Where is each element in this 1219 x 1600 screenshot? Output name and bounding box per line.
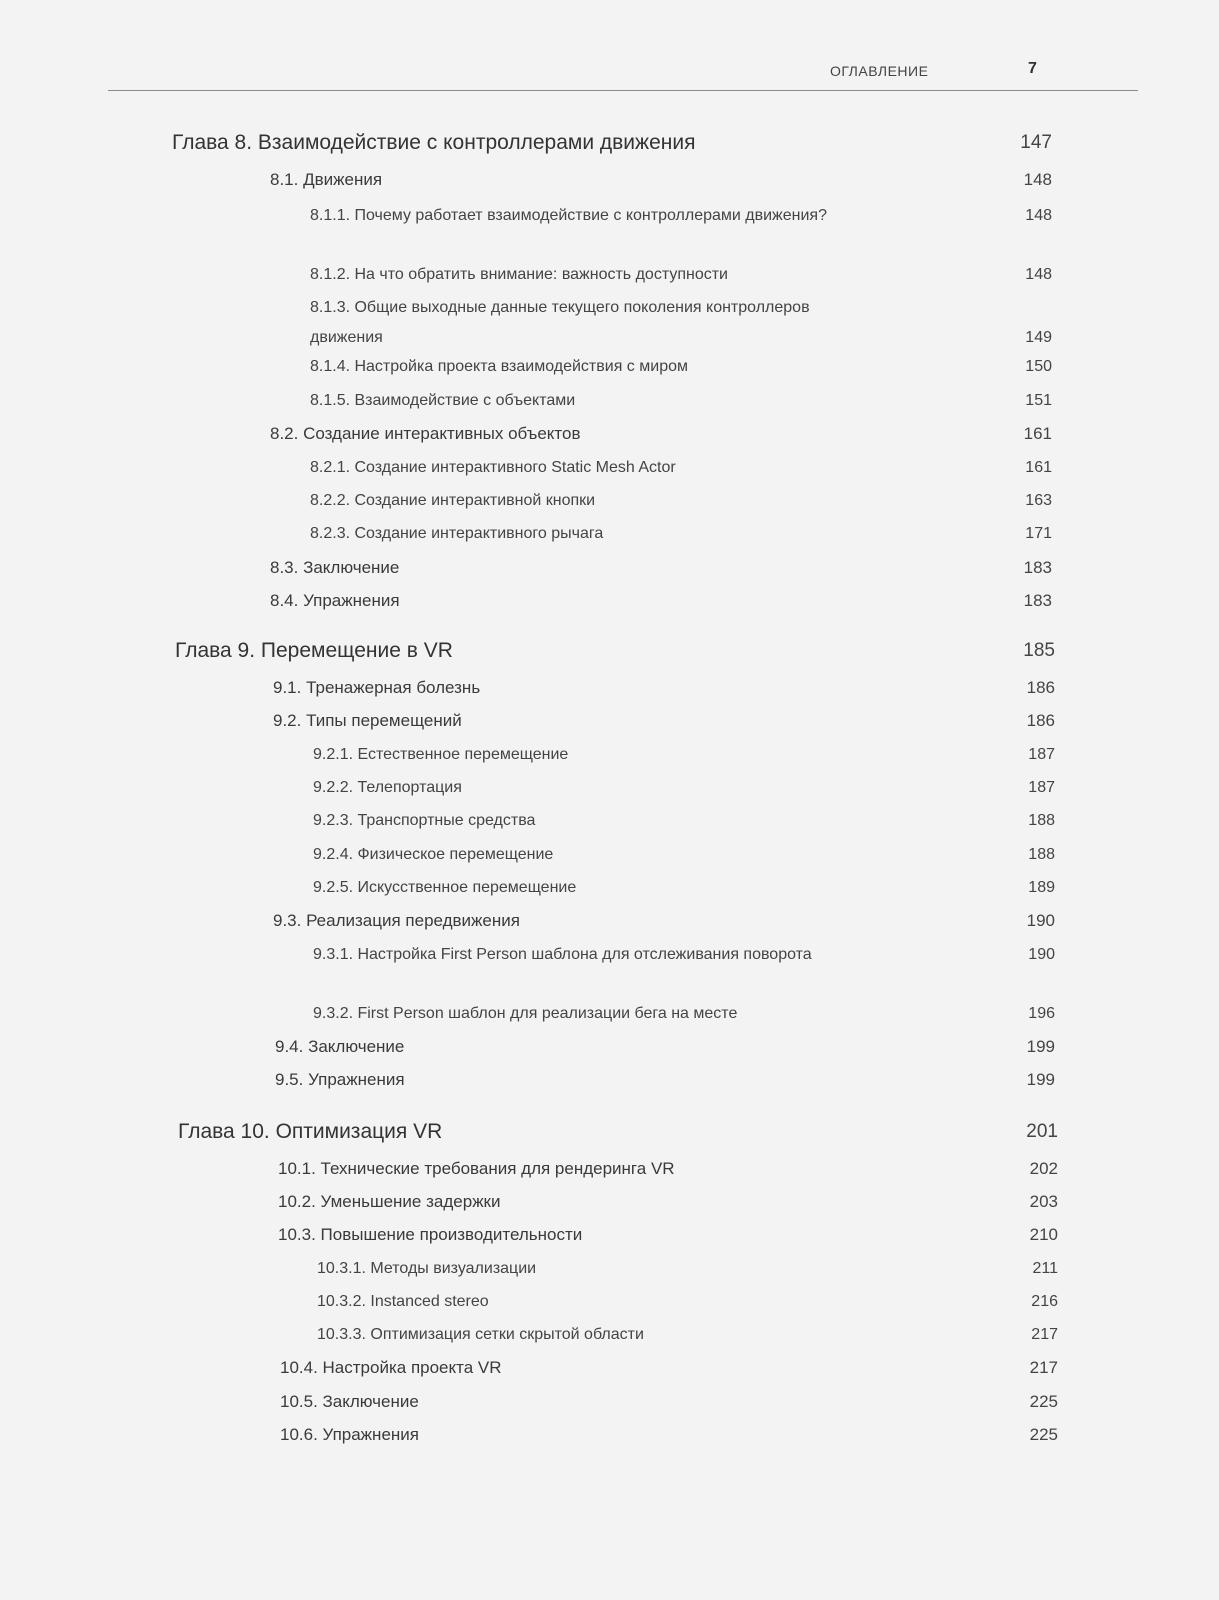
toc-entry-title: Глава 8. Взаимодействие с контроллерами движения [172,131,696,154]
toc-entry-page: 171 [1025,525,1052,542]
toc-section[interactable] [270,553,1052,583]
toc-entry-page: 225 [1029,1392,1058,1411]
toc-entry-page: 161 [1023,424,1052,443]
toc-subsection[interactable] [310,519,1052,549]
toc-section[interactable] [278,1187,1058,1217]
toc-entry-title: 10.4. Настройка проекта VR [280,1358,502,1377]
toc-entry-page: 187 [1028,746,1055,763]
toc-entry-title: 9.1. Тренажерная болезнь [273,678,481,697]
toc-entry-title: Глава 9. Перемещение в VR [175,639,453,662]
toc-entry-title: 9.3.2. First Person шаблон для реализации бега на месте [313,1005,738,1022]
toc-entry-title: 9.3.1. Настройка First Person шаблона для отслеживания поворота [313,946,812,963]
toc-subsection[interactable] [313,840,1055,870]
toc-entry-page: 187 [1028,779,1055,796]
toc-entry-page: 225 [1029,1425,1058,1444]
toc-entry-page: 148 [1023,170,1052,189]
toc-subsection[interactable] [317,1254,1058,1284]
toc-entry-page: 185 [1023,640,1055,661]
toc-subsection[interactable] [310,352,1052,382]
toc-entry-title: 10.3.1. Методы визуализации [317,1260,537,1277]
toc-entry-title: 8.2. Создание интерактивных объектов [270,424,581,443]
toc-entry-page: 199 [1026,1037,1055,1056]
toc-subsection[interactable] [313,773,1055,803]
toc-entry-title: 8.4. Упражнения [270,591,400,610]
toc-subsection[interactable] [313,806,1055,836]
toc-entry-title: 10.2. Уменьшение задержки [278,1192,501,1211]
toc-entry-title: 10.3.3. Оптимизация сетки скрытой области [317,1326,644,1343]
toc-chapter[interactable] [172,128,1052,158]
toc-entry-title: 9.5. Упражнения [275,1070,405,1089]
toc-chapter[interactable] [178,1117,1058,1147]
toc-subsection[interactable] [317,1320,1058,1350]
toc-entry-title: 9.4. Заключение [275,1037,405,1056]
toc-subsection[interactable] [310,293,1052,353]
toc-entry-page: 163 [1025,492,1052,509]
toc-subsection[interactable] [317,1287,1058,1317]
toc-entry-page: 217 [1031,1326,1058,1343]
toc-section[interactable] [273,706,1055,736]
toc-entry-page: 196 [1028,1005,1055,1022]
toc-entry-page: 190 [1026,911,1055,930]
toc-entry-title: 9.2.3. Транспортные средства [313,812,536,829]
toc-entry-title: 9.2.4. Физическое перемещение [313,846,554,863]
toc-entry-title: 8.1.4. Настройка проекта взаимодействия с миром [310,358,688,375]
toc-entry-title: 9.2.1. Естественное перемещение [313,746,569,763]
toc-entry-title: 8.1.1. Почему работает взаимодействие с контроллерами движения? [310,207,827,224]
toc-section[interactable] [275,1032,1055,1062]
toc-entry-page: 186 [1026,711,1055,730]
toc-entry-page: 183 [1023,558,1052,577]
running-header-page-number: 7 [1028,60,1037,77]
toc-subsection[interactable] [313,740,1055,770]
toc-entry-page: 202 [1029,1159,1058,1178]
toc-entry-page: 188 [1028,846,1055,863]
toc-entry-page: 147 [1020,132,1052,153]
toc-entry-page: 217 [1029,1358,1058,1377]
toc-subsection[interactable] [310,201,1052,231]
toc-subsection[interactable] [313,940,1055,970]
toc-section[interactable] [280,1420,1058,1450]
toc-section[interactable] [280,1353,1058,1383]
toc-section[interactable] [270,165,1052,195]
toc-entry-title: 9.2.2. Телепортация [313,779,462,796]
toc-entry-title: Глава 10. Оптимизация VR [178,1120,443,1143]
toc-section[interactable] [275,1065,1055,1095]
toc-entry-title: 8.2.3. Создание интерактивного рычага [310,525,604,542]
toc-entry-title: 8.1. Движения [270,170,383,189]
toc-subsection[interactable] [310,453,1052,483]
toc-entry-page: 201 [1026,1121,1058,1142]
toc-entry-title: 9.3. Реализация передвижения [273,911,520,930]
toc-entry-page: 148 [1025,266,1052,283]
toc-section[interactable] [273,906,1055,936]
toc-subsection[interactable] [313,999,1055,1029]
toc-entry-title: 8.1.2. На что обратить внимание: важность доступности [310,266,728,283]
toc-entry-page: 183 [1023,591,1052,610]
toc-entry-title: 9.2.5. Искусственное перемещение [313,879,577,896]
toc-entry-page: 161 [1025,459,1052,476]
toc-entry-title: 9.2. Типы перемещений [273,711,462,730]
toc-entry-title: 10.3.2. Instanced stereo [317,1293,489,1310]
toc-chapter[interactable] [175,636,1055,666]
toc-entry-page: 188 [1028,812,1055,829]
toc-section[interactable] [278,1220,1058,1250]
toc-entry-title: 8.2.1. Создание интерактивного Static Mesh Actor [310,459,676,476]
toc-entry-page: 210 [1029,1225,1058,1244]
toc-entry-page: 186 [1026,678,1055,697]
toc-entry-title: 8.2.2. Создание интерактивной кнопки [310,492,596,509]
toc-entry-page: 211 [1032,1260,1058,1277]
running-header-section: ОГЛАВЛЕНИЕ [830,63,929,79]
toc-entry-page: 148 [1025,207,1052,224]
toc-section[interactable] [273,673,1055,703]
toc-entry-title: 8.1.5. Взаимодействие с объектами [310,392,576,409]
toc-section[interactable] [280,1387,1058,1417]
toc-entry-title: 10.1. Технические требования для рендеринга VR [278,1159,675,1178]
toc-subsection[interactable] [310,386,1052,416]
toc-section[interactable] [270,419,1052,449]
toc-entry-page: 149 [1025,329,1052,346]
toc-section[interactable] [278,1154,1058,1184]
toc-entry-page: 189 [1028,879,1055,896]
toc-entry-page: 199 [1026,1070,1055,1089]
toc-subsection[interactable] [310,260,1052,290]
toc-entry-page: 203 [1029,1192,1058,1211]
toc-entry-title: 10.5. Заключение [280,1392,419,1411]
toc-entry-title: 8.3. Заключение [270,558,400,577]
toc-entry-page: 190 [1028,946,1055,963]
toc-entry-page: 151 [1025,392,1052,409]
toc-subsection[interactable] [310,486,1052,516]
toc-entry-page: 150 [1025,358,1052,375]
toc-entry-title: 8.1.3. Общие выходные данные текущего поколения контроллеров движения [310,299,810,346]
toc-entry-title: 10.6. Упражнения [280,1425,419,1444]
toc-section[interactable] [270,586,1052,616]
toc-subsection[interactable] [313,873,1055,903]
toc-entry-title: 10.3. Повышение производительности [278,1225,583,1244]
toc-entry-page: 216 [1031,1293,1058,1310]
